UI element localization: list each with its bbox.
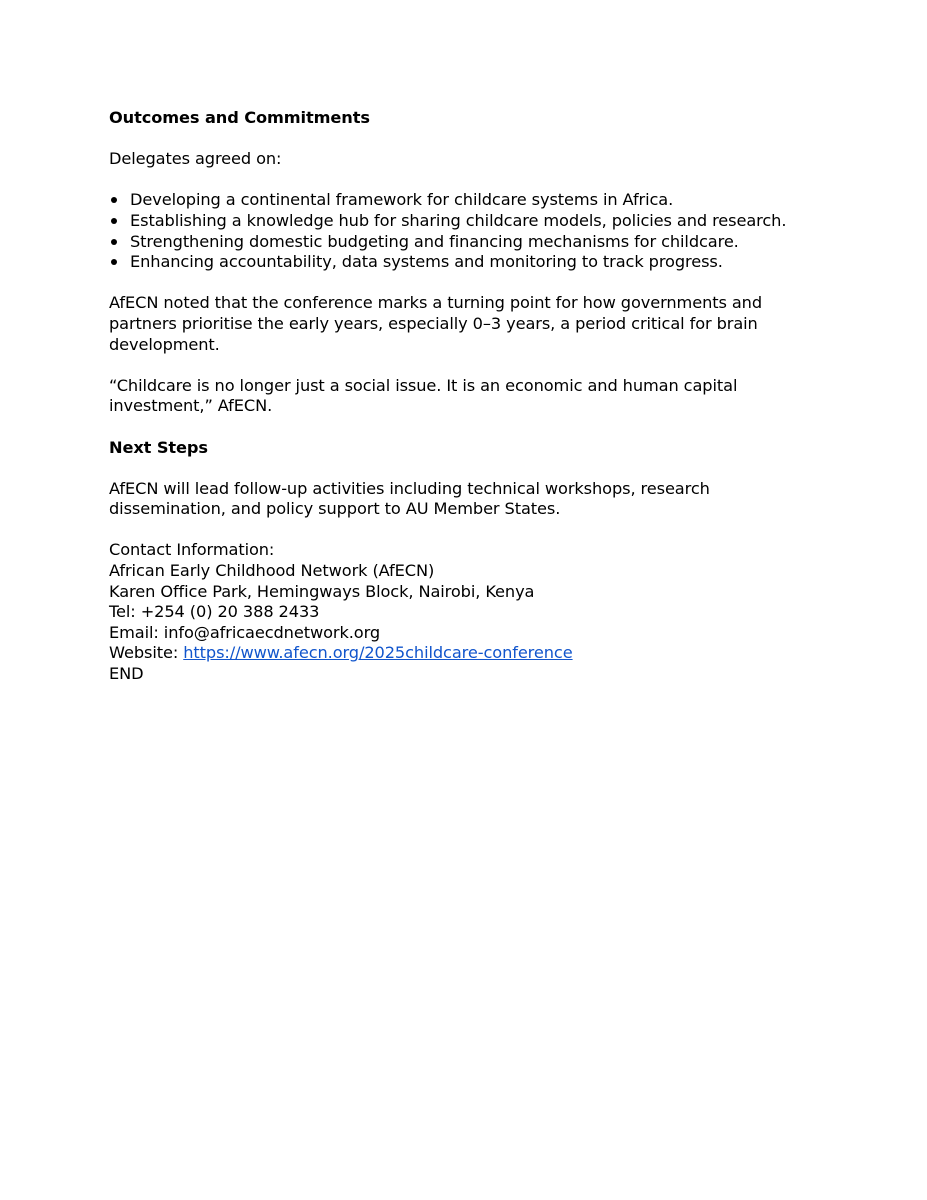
quote-paragraph: [109, 376, 809, 417]
note-line: AfECN noted that the conference marks a turning point for how governments and: [109, 293, 763, 313]
next-steps-heading: Next Steps: [109, 437, 208, 457]
contact-website: [109, 643, 809, 664]
list-item: [109, 211, 809, 232]
contact-block: [109, 540, 809, 684]
bullet-icon: [111, 259, 117, 265]
outcomes-heading: Outcomes and Commitments: [109, 108, 370, 127]
list-item-text: Establishing a knowledge hub for sharing childcare models, policies and research.: [130, 210, 787, 230]
list-item: [109, 232, 809, 253]
spacer: [109, 273, 809, 294]
quote-line: investment,” AfECN.: [109, 396, 273, 416]
contact-tel: Tel: +254 (0) 20 388 2433: [109, 602, 320, 622]
spacer: [109, 458, 809, 479]
end-marker: END: [109, 664, 144, 684]
outcomes-intro: Delegates agreed on:: [109, 149, 282, 169]
website-label: Website:: [109, 643, 184, 663]
spacer: [109, 355, 809, 376]
list-item: [109, 252, 809, 273]
list-item-text: Strengthening domestic budgeting and financing mechanisms for childcare.: [130, 231, 739, 251]
spacer: [109, 520, 809, 541]
website-link[interactable]: https://www.afecn.org/2025childcare-conference: [183, 643, 573, 663]
bullet-icon: [111, 239, 117, 245]
afecn-note-paragraph: [109, 293, 809, 355]
document-page: [109, 108, 809, 685]
spacer: [109, 170, 809, 191]
next-steps-line: AfECN will lead follow-up activities including technical workshops, research: [109, 478, 710, 498]
spacer: [109, 129, 809, 150]
note-line: partners prioritise the early years, especially 0–3 years, a period critical for brain: [109, 313, 758, 333]
quote-line: “Childcare is no longer just a social issue. It is an economic and human capital: [109, 375, 738, 395]
list-item-text: Enhancing accountability, data systems and monitoring to track progress.: [130, 252, 723, 272]
next-steps-paragraph: [109, 479, 809, 520]
contact-label: Contact Information:: [109, 540, 275, 560]
outcomes-list: [109, 190, 809, 272]
spacer: [109, 417, 809, 438]
contact-address: Karen Office Park, Hemingways Block, Nairobi, Kenya: [109, 581, 535, 601]
bullet-icon: [111, 197, 117, 203]
list-item: [109, 190, 809, 211]
contact-email: Email: info@africaecdnetwork.org: [109, 622, 381, 642]
note-line: development.: [109, 334, 220, 354]
next-steps-line: dissemination, and policy support to AU Member States.: [109, 499, 561, 519]
list-item-text: Developing a continental framework for childcare systems in Africa.: [130, 190, 674, 210]
contact-org: African Early Childhood Network (AfECN): [109, 561, 435, 581]
bullet-icon: [111, 218, 117, 224]
